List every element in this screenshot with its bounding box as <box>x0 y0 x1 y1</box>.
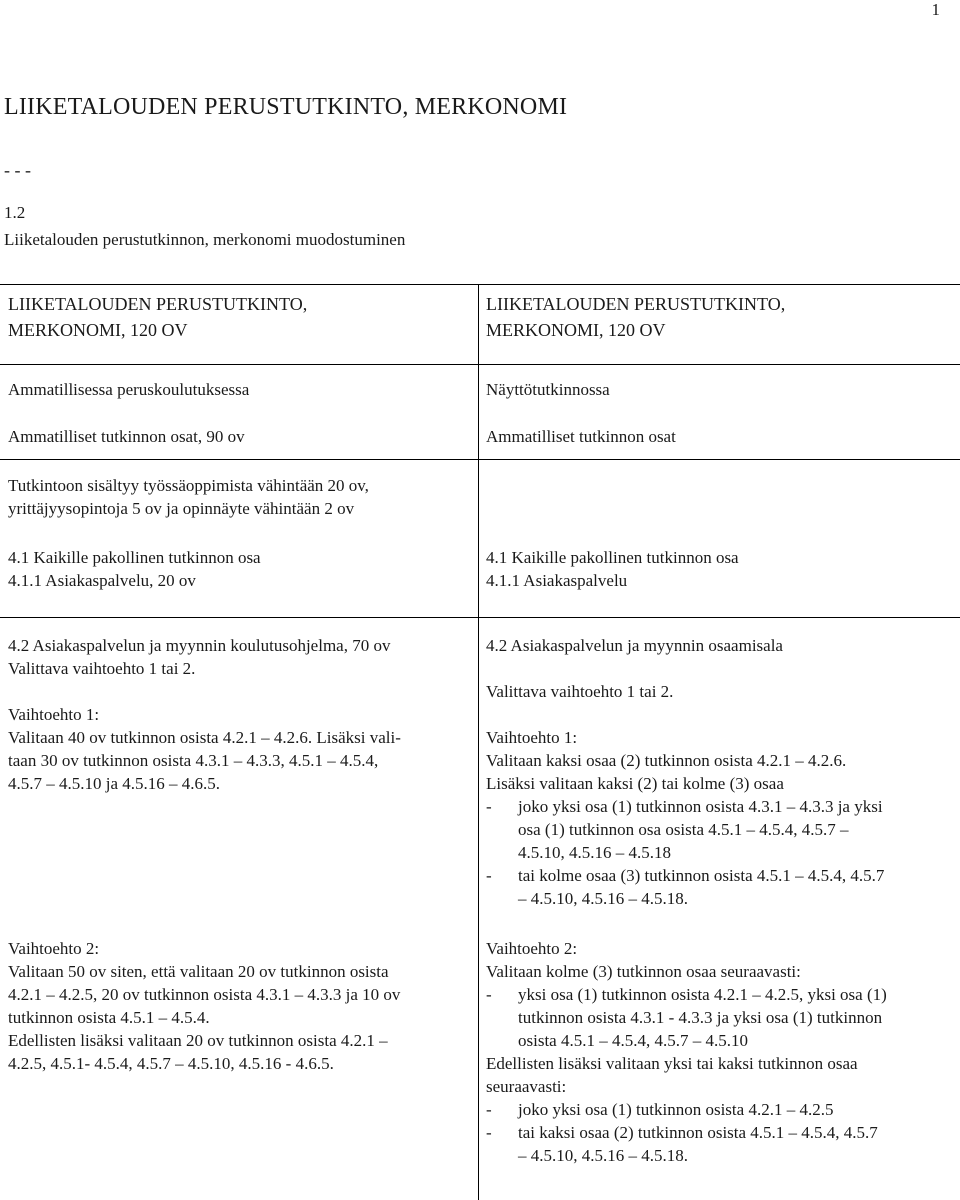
right-choose: Valittava vaihtoehto 1 tai 2. <box>486 682 674 701</box>
left-alt2-line: 4.2.1 – 4.2.5, 20 ov tutkinnon osista 4.3.1 – 4.3.3 ja 10 ov <box>8 985 401 1004</box>
left-alt1-line: Valitaan 40 ov tutkinnon osista 4.2.1 – 4.2.6. Lisäksi vali- <box>8 728 401 747</box>
right-programme-title: 4.2 Asiakaspalvelun ja myynnin osaamisala <box>486 636 783 655</box>
right-alt1-intro: Lisäksi valitaan kaksi (2) tai kolme (3) osaa <box>486 774 784 793</box>
list-dash: - <box>486 1100 492 1119</box>
left-alt2-line: tutkinnon osista 4.5.1 – 4.5.4. <box>8 1008 210 1027</box>
list-item-line: tai kolme osaa (3) tutkinnon osista 4.5.1 – 4.5.4, 4.5.7 <box>518 866 885 885</box>
left-alt2 <box>8 937 470 1075</box>
separator: - - - <box>4 160 31 180</box>
left-header-line: LIIKETALOUDEN PERUSTUTKINTO, <box>8 294 308 314</box>
right-mandatory <box>486 546 954 592</box>
left-header <box>8 291 470 343</box>
table-column-divider <box>478 284 479 1200</box>
left-note <box>8 474 470 520</box>
list-dash: - <box>486 985 492 1004</box>
right-alt2-extra: Edellisten lisäksi valitaan yksi tai kaksi tutkinnon osaa <box>486 1054 858 1073</box>
table-top-border <box>0 284 960 285</box>
list-item-line: osista 4.5.1 – 4.5.4, 4.5.7 – 4.5.10 <box>518 1031 748 1050</box>
right-mandatory-line: 4.1 Kaikille pakollinen tutkinnon osa <box>486 548 739 567</box>
right-header-line: MERKONOMI, 120 OV <box>486 320 666 340</box>
left-mandatory <box>8 546 470 592</box>
left-header-line: MERKONOMI, 120 OV <box>8 320 188 340</box>
left-alt2-line: Valitaan 50 ov siten, että valitaan 20 ov tutkinnon osista <box>8 962 389 981</box>
list-item-line: tai kaksi osaa (2) tutkinnon osista 4.5.1 – 4.5.4, 4.5.7 <box>518 1123 878 1142</box>
left-note-line: Tutkintoon sisältyy työssäoppimista vähintään 20 ov, <box>8 476 369 495</box>
right-header <box>486 291 954 343</box>
list-item-line: tutkinnon osista 4.3.1 - 4.3.3 ja yksi osa (1) tutkinnon <box>518 1008 883 1027</box>
list-dash: - <box>486 797 492 816</box>
left-alt2-line: 4.2.5, 4.5.1- 4.5.4, 4.5.7 – 4.5.10, 4.5.16 - 4.6.5. <box>8 1054 334 1073</box>
left-choose: Valittava vaihtoehto 1 tai 2. <box>8 659 196 678</box>
list-item-line: joko yksi osa (1) tutkinnon osista 4.2.1 – 4.2.5 <box>518 1100 834 1119</box>
left-context: Ammatillisessa peruskoulutuksessa <box>8 380 250 399</box>
left-alt1-line: 4.5.7 – 4.5.10 ja 4.5.16 – 4.6.5. <box>8 774 221 793</box>
table-row-divider-header <box>0 364 960 365</box>
left-alt2-title: Vaihtoehto 2: <box>8 939 100 958</box>
right-alt2-extra: seuraavasti: <box>486 1077 567 1096</box>
list-item <box>486 1121 954 1167</box>
list-item <box>486 795 954 864</box>
list-item <box>486 1098 954 1121</box>
list-dash: - <box>486 866 492 885</box>
section-title: Liiketalouden perustutkinnon, merkonomi muodostuminen <box>4 230 406 249</box>
section-number: 1.2 <box>4 203 26 222</box>
left-mandatory-line: 4.1 Kaikille pakollinen tutkinnon osa <box>8 548 261 567</box>
right-alt2 <box>486 937 954 1167</box>
page-number: 1 <box>931 0 940 19</box>
right-programme <box>486 634 954 910</box>
right-header-line: LIIKETALOUDEN PERUSTUTKINTO, <box>486 294 786 314</box>
left-alt1-line: taan 30 ov tutkinnon osista 4.3.1 – 4.3.3, 4.5.1 – 4.5.4, <box>8 751 379 770</box>
left-alt2-line: Edellisten lisäksi valitaan 20 ov tutkinnon osista 4.2.1 – <box>8 1031 388 1050</box>
left-programme-title: 4.2 Asiakaspalvelun ja myynnin koulutusohjelma, 70 ov <box>8 636 391 655</box>
list-item <box>486 864 954 910</box>
table-row-divider-units <box>0 459 960 460</box>
right-context: Näyttötutkinnossa <box>486 380 610 399</box>
left-alt1-title: Vaihtoehto 1: <box>8 705 100 724</box>
left-mandatory-line: 4.1.1 Asiakaspalvelu, 20 ov <box>8 571 196 590</box>
right-alt2-title: Vaihtoehto 2: <box>486 939 578 958</box>
left-note-line: yrittäjyysopintoja 5 ov ja opinnäyte vähintään 2 ov <box>8 499 355 518</box>
right-alt1-intro: Valitaan kaksi osaa (2) tutkinnon osista 4.2.1 – 4.2.6. <box>486 751 847 770</box>
list-item-line: joko yksi osa (1) tutkinnon osista 4.3.1 – 4.3.3 ja yksi <box>518 797 883 816</box>
document-title: LIIKETALOUDEN PERUSTUTKINTO, MERKONOMI <box>4 94 568 120</box>
list-dash: - <box>486 1123 492 1142</box>
right-mandatory-line: 4.1.1 Asiakaspalvelu <box>486 571 628 590</box>
list-item-line: osa (1) tutkinnon osa osista 4.5.1 – 4.5.4, 4.5.7 – <box>518 820 849 839</box>
right-alt2-intro: Valitaan kolme (3) tutkinnon osaa seuraavasti: <box>486 962 801 981</box>
left-programme <box>8 634 470 795</box>
right-units: Ammatilliset tutkinnon osat <box>486 427 676 446</box>
list-item-line: 4.5.10, 4.5.16 – 4.5.18 <box>518 843 671 862</box>
list-item-line: yksi osa (1) tutkinnon osista 4.2.1 – 4.2.5, yksi osa (1) <box>518 985 887 1004</box>
list-item <box>486 983 954 1052</box>
list-item-line: – 4.5.10, 4.5.16 – 4.5.18. <box>518 1146 688 1165</box>
table-row-divider-programme <box>0 617 960 618</box>
left-units: Ammatilliset tutkinnon osat, 90 ov <box>8 427 245 446</box>
list-item-line: – 4.5.10, 4.5.16 – 4.5.18. <box>518 889 688 908</box>
right-alt1-title: Vaihtoehto 1: <box>486 728 578 747</box>
